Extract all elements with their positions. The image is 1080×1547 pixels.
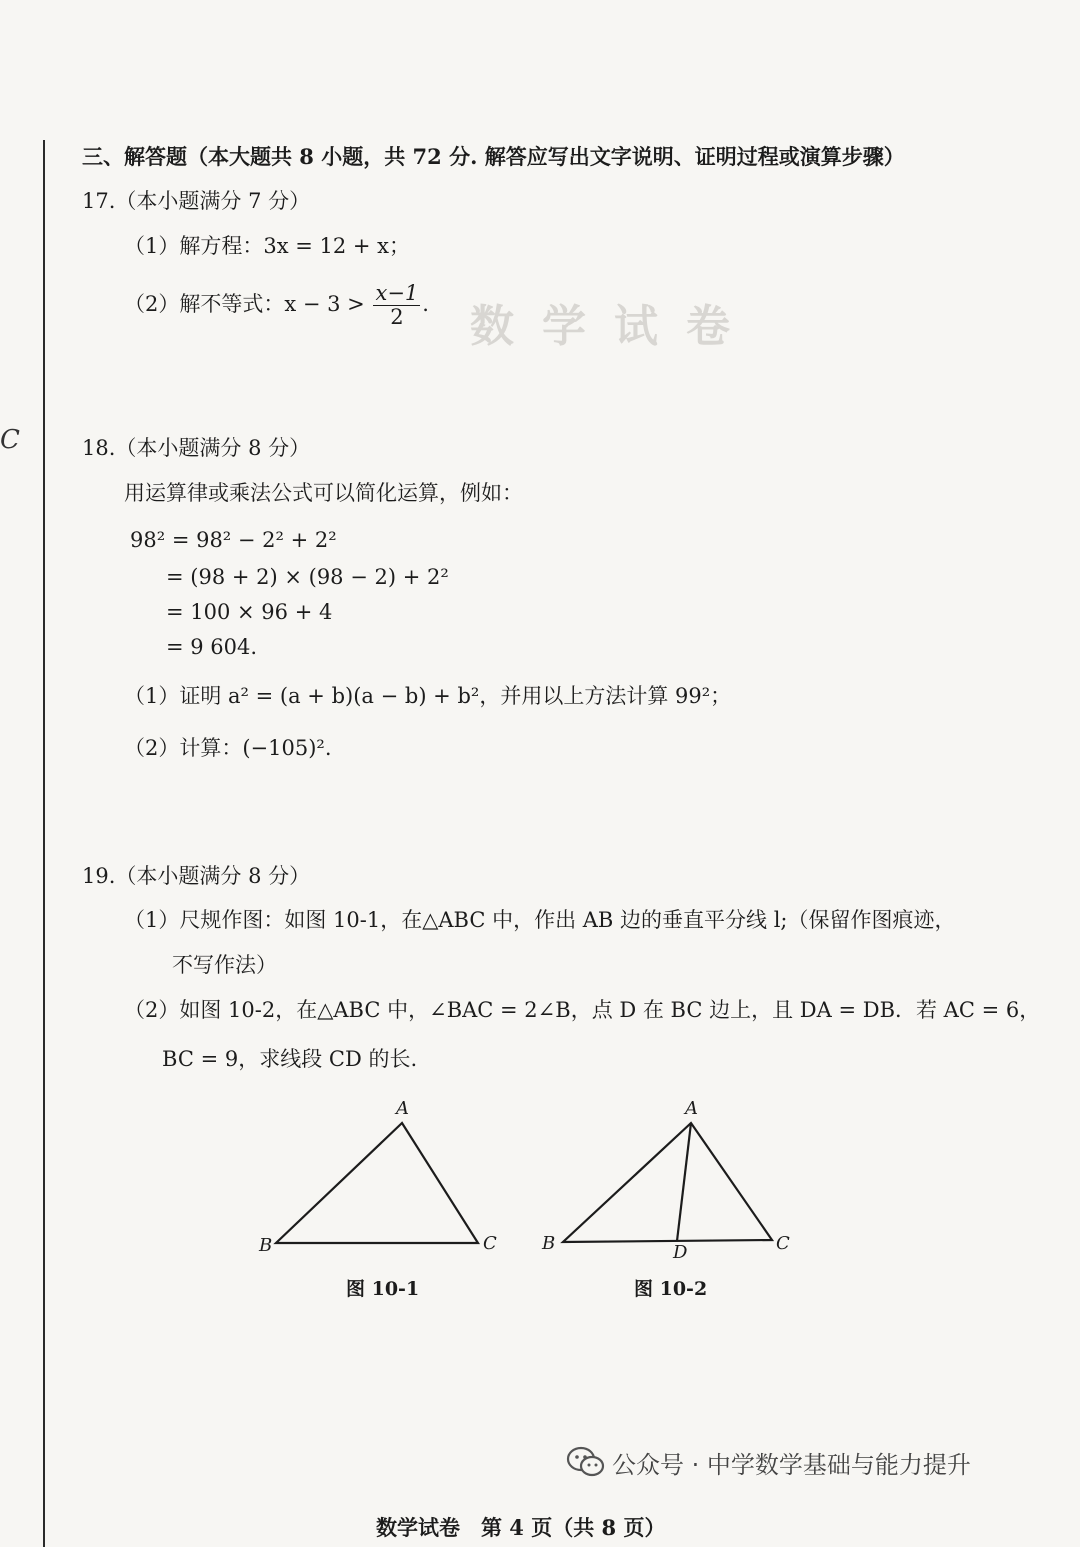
page-left-border: [43, 140, 45, 1547]
q17-part2: [124, 282, 429, 329]
q18-step: = 100 × 96 + 4: [166, 600, 333, 624]
triangle-abc: [563, 1123, 772, 1242]
fraction-numerator: x−1: [375, 281, 419, 305]
q18-header: 18.（本小题满分 8 分）: [82, 436, 311, 460]
segment-ad: [677, 1123, 691, 1241]
q19-part2-line1: （2）如图 10-2，在△ABC 中，∠BAC = 2∠B，点 D 在 BC 边上，且 DA = DB．若 AC = 6，: [124, 998, 1041, 1022]
q17-header: 17.（本小题满分 7 分）: [82, 189, 311, 213]
page-footer: 数学试卷 第 4 页（共 8 页）: [376, 1515, 666, 1540]
bleed-through-title: 数学试卷: [470, 301, 758, 352]
q18-intro: 用运算律或乘法公式可以简化运算，例如：: [124, 481, 523, 505]
fraction-denominator: 2: [390, 305, 404, 330]
q18-step: = (98 + 2) × (98 − 2) + 2²: [166, 565, 449, 589]
q17-part2-prefix: （2）解不等式：x − 3 >: [124, 292, 365, 317]
fig2-label-b: B: [542, 1233, 556, 1254]
fig2-caption: 图 10-2: [634, 1278, 708, 1300]
figure-10-2-triangle: [540, 1095, 800, 1265]
q19-part2-line2: BC = 9，求线段 CD 的长.: [162, 1047, 418, 1071]
fig2-label-a: A: [685, 1098, 698, 1119]
q18-part1: （1）证明 a² = (a + b)(a − b) + b²，并用以上方法计算 99²；: [124, 684, 732, 708]
q19-part1-line1: （1）尺规作图：如图 10-1，在△ABC 中，作出 AB 边的垂直平分线 l;（保留作图痕迹，: [124, 908, 956, 932]
q17-part2-suffix: .: [422, 292, 429, 317]
margin-mark: C: [0, 425, 20, 455]
fig1-caption: 图 10-1: [346, 1278, 420, 1300]
wechat-icon: [566, 1444, 606, 1480]
q17-fraction: [373, 282, 420, 329]
q18-part2: （2）计算：(−105)².: [124, 736, 332, 760]
fig1-label-b: B: [259, 1235, 273, 1256]
fig2-label-d: D: [673, 1242, 688, 1263]
q19-header: 19.（本小题满分 8 分）: [82, 864, 311, 888]
fig2-label-c: C: [776, 1233, 790, 1254]
triangle-abc: [276, 1123, 478, 1243]
section-title: 三、解答题（本大题共 8 小题，共 72 分. 解答应写出文字说明、证明过程或演算步骤）: [82, 144, 905, 169]
q17-part1: （1）解方程：3x = 12 + x；: [124, 234, 411, 258]
q18-step: = 9 604.: [166, 635, 258, 659]
fig1-label-c: C: [483, 1233, 497, 1254]
fig1-label-a: A: [396, 1098, 409, 1119]
figure-10-1-triangle: [250, 1095, 520, 1265]
q18-step: 98² = 98² − 2² + 2²: [130, 528, 337, 552]
q19-part1-line2: 不写作法）: [172, 953, 277, 977]
watermark-text: 公众号 · 中学数学基础与能力提升: [612, 1451, 971, 1479]
